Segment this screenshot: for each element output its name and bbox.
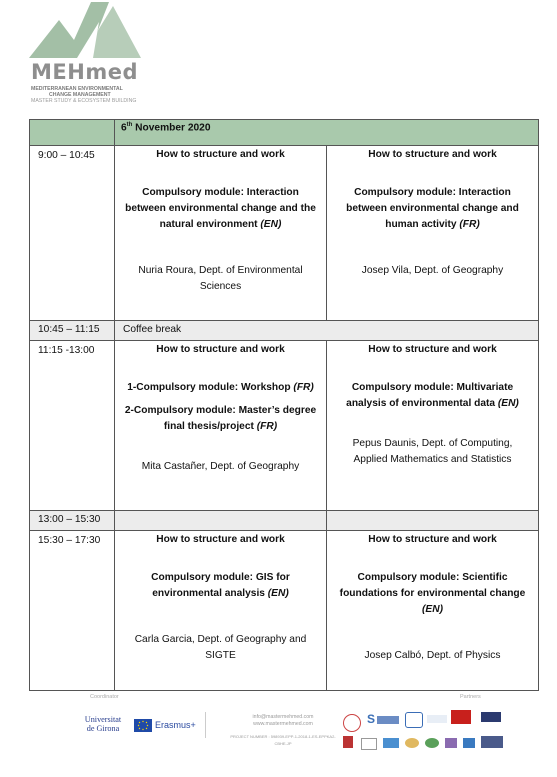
presenter: Pepus Daunis, Dept. of Computing, Applied Mathematics and Statistics [352, 438, 513, 465]
time-slot: 9:00 – 10:45 [30, 146, 115, 321]
partner-dark-logo[interactable] [481, 712, 501, 722]
partner-small-logo[interactable] [383, 738, 399, 748]
partner-shield-logo[interactable] [405, 712, 423, 728]
table-header-row [30, 120, 539, 146]
module-name: Compulsory module: GIS for environmental analysis (EN) [151, 572, 290, 599]
session-date: 6th November 2020 [115, 120, 539, 146]
partner-logos [343, 708, 519, 752]
session-cell [327, 531, 539, 691]
mehmed-logo-mark [29, 2, 144, 60]
partner-small-logo[interactable] [405, 738, 419, 748]
partner-text-logo[interactable] [427, 715, 447, 723]
partner-small-logo[interactable] [445, 738, 457, 748]
session-title: How to structure and work [156, 534, 285, 545]
partner-small-logo[interactable] [463, 738, 475, 748]
time-slot: 11:15 -13:00 [30, 341, 115, 511]
logo-tagline: MASTER STUDY & ECOSYSTEM BUILDING [31, 98, 137, 104]
time-slot: 15:30 – 17:30 [30, 531, 115, 691]
session-cell [327, 341, 539, 511]
eu-flag-icon [134, 719, 152, 732]
partners-label: Partners [460, 694, 481, 700]
logo-subtitle: MEDITERRANEAN ENVIRONMENTAL CHANGE MANAGEMENT [31, 86, 123, 98]
session-title: How to structure and work [368, 149, 497, 160]
project-number: PROJECT NUMBER : 598939-EPP-1-2018-1-ES-EPPKA2-CBHE-JP [230, 734, 336, 746]
presenter: Carla Garcia, Dept. of Geography and SIGTE [134, 634, 307, 661]
partner-seal-logo[interactable] [343, 714, 361, 732]
contact-info [228, 714, 338, 747]
session-title: How to structure and work [156, 344, 285, 355]
partner-small-logo[interactable] [425, 738, 439, 748]
module-name: 2-Compulsory module: Master’s degree final thesis/project (FR) [124, 405, 317, 432]
module-name: 1-Compulsory module: Workshop (FR) [127, 382, 314, 393]
logo-wordmark: MEHmed [31, 60, 138, 84]
erasmus-plus-logo[interactable]: Erasmus+ [134, 719, 198, 733]
time-slot: 10:45 – 11:15 [30, 321, 115, 341]
table-row [30, 531, 539, 691]
partner-s-logo[interactable]: S [367, 712, 376, 726]
session-title: How to structure and work [156, 149, 285, 160]
table-row [30, 341, 539, 511]
email-link[interactable]: info@mastermehmed.com [252, 714, 314, 720]
presenter: Nuria Roura, Dept. of Environmental Sciences [138, 265, 303, 292]
module-name: Compulsory module: Interaction between environmental change and human activity (FR) [346, 187, 519, 230]
footer-divider [205, 712, 206, 738]
session-cell [115, 531, 327, 691]
partner-banner-logo[interactable] [377, 716, 399, 724]
schedule-table [29, 119, 539, 691]
session-title: How to structure and work [368, 534, 497, 545]
module-name: Compulsory module: Scientific foundations for environmental change (EN) [339, 572, 526, 615]
empty-cell [115, 511, 327, 531]
coffee-break-row [30, 321, 539, 341]
footer [0, 690, 557, 777]
mehmed-logo [29, 2, 144, 107]
header-empty-cell [30, 120, 115, 146]
session-cell [115, 146, 327, 321]
session-cell [115, 341, 327, 511]
partner-small-logo[interactable] [343, 736, 353, 748]
module-name: Compulsory module: Multivariate analysis of environmental data (EN) [346, 382, 519, 409]
table-row [30, 146, 539, 321]
presenter: Josep Vila, Dept. of Geography [361, 265, 504, 276]
coffee-break-label: Coffee break [115, 321, 539, 341]
partner-small-logo[interactable] [481, 736, 503, 748]
partner-small-logo[interactable] [361, 738, 377, 750]
website-link[interactable]: www.mastermehmed.com [253, 721, 313, 727]
session-cell [327, 146, 539, 321]
time-slot: 13:00 – 15:30 [30, 511, 115, 531]
empty-cell [327, 511, 539, 531]
presenter: Mita Castañer, Dept. of Geography [141, 461, 300, 472]
universitat-de-girona-logo[interactable]: Universitat de Girona [84, 715, 122, 733]
coordinator-label: Coordinator [90, 694, 119, 700]
session-title: How to structure and work [368, 344, 497, 355]
partner-red-logo[interactable] [451, 710, 471, 724]
lunch-row [30, 511, 539, 531]
presenter: Josep Calbó, Dept. of Physics [364, 650, 501, 661]
module-name: Compulsory module: Interaction between environmental change and the natural environment (EN) [125, 187, 316, 230]
